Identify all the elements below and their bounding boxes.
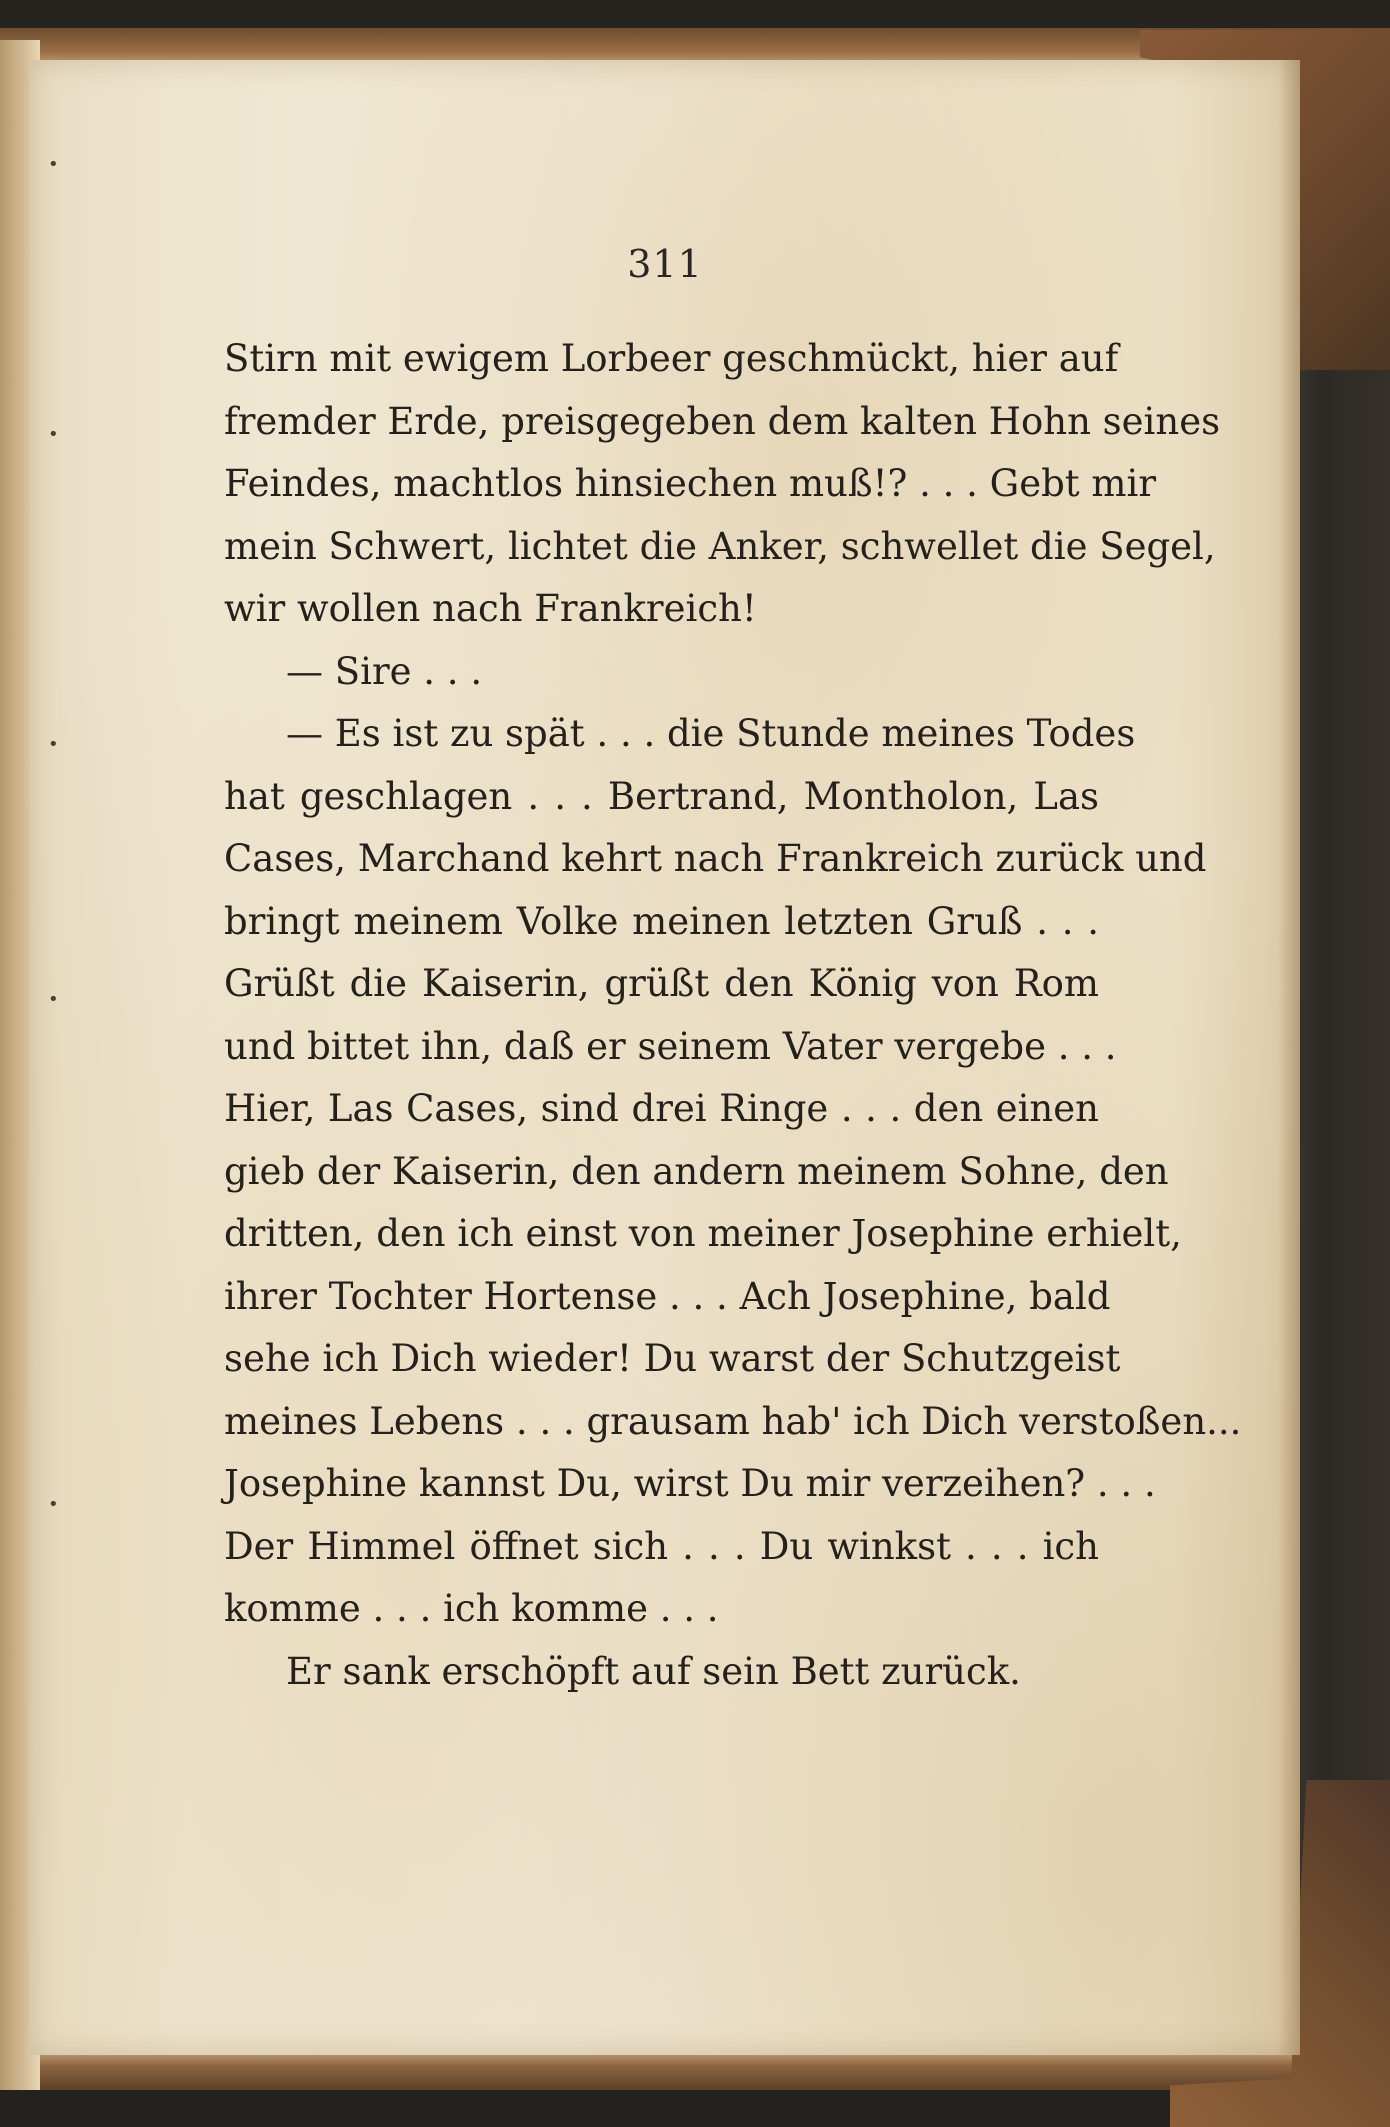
- margin-mark: •: [48, 424, 59, 445]
- text-line: mein Schwert, lichtet die Anker, schwellet die Segel,: [224, 524, 1216, 568]
- text-line: meines Lebens . . . grausam hab' ich Dich verstoßen...: [224, 1399, 1242, 1443]
- text-line: Hier, Las Cases, sind drei Ringe . . . den einen: [224, 1087, 1099, 1130]
- text-line: dritten, den ich einst von meiner Josephine erhielt,: [224, 1212, 1182, 1255]
- text-line: ihrer Tochter Hortense . . . Ach Josephine, bald: [224, 1274, 1111, 1318]
- text-line: fremder Erde, preisgegeben dem kalten Hohn seines: [224, 399, 1221, 443]
- text-line: Grüßt die Kaiserin, grüßt den König von Rom: [224, 962, 1099, 1005]
- text-line: Feindes, machtlos hinsiechen muß!? . . . Gebt mir: [224, 462, 1157, 505]
- text-line: Der Himmel öffnet sich . . . Du winkst . . . ich: [224, 1524, 1099, 1568]
- text-line: komme . . . ich komme . . .: [224, 1587, 719, 1630]
- text-line: Josephine kannst Du, wirst Du mir verzeihen? . . .: [224, 1462, 1156, 1505]
- text-line: Cases, Marchand kehrt nach Frankreich zurück und: [224, 837, 1207, 880]
- book-bottom-edge: [0, 2050, 1390, 2090]
- text-line: Er sank erschöpft auf sein Bett zurück.: [286, 1649, 1021, 1693]
- margin-mark: •: [48, 989, 59, 1010]
- text-line: und bittet ihn, daß er seinem Vater vergebe . . .: [224, 1024, 1117, 1068]
- page-text: [224, 328, 1242, 1703]
- margin-mark: •: [48, 154, 59, 175]
- text-line: Stirn mit ewigem Lorbeer geschmückt, hier auf: [224, 337, 1119, 380]
- text-line: hat geschlagen . . . Bertrand, Montholon, Las: [224, 774, 1099, 818]
- margin-mark: •: [48, 734, 59, 755]
- book-page: [30, 60, 1300, 2055]
- text-line: bringt meinem Volke meinen letzten Gruß . . .: [224, 899, 1099, 943]
- text-line: sehe ich Dich wieder! Du warst der Schutzgeist: [224, 1337, 1121, 1380]
- page-number: 311: [627, 242, 703, 286]
- margin-mark: •: [48, 1494, 59, 1515]
- text-line: — Sire . . .: [286, 649, 483, 693]
- text-line: wir wollen nach Frankreich!: [224, 587, 757, 630]
- text-line: gieb der Kaiserin, den andern meinem Sohne, den: [224, 1149, 1169, 1193]
- text-line: — Es ist zu spät . . . die Stunde meines Todes: [286, 712, 1136, 755]
- page-edge-shadow: [1278, 60, 1300, 2055]
